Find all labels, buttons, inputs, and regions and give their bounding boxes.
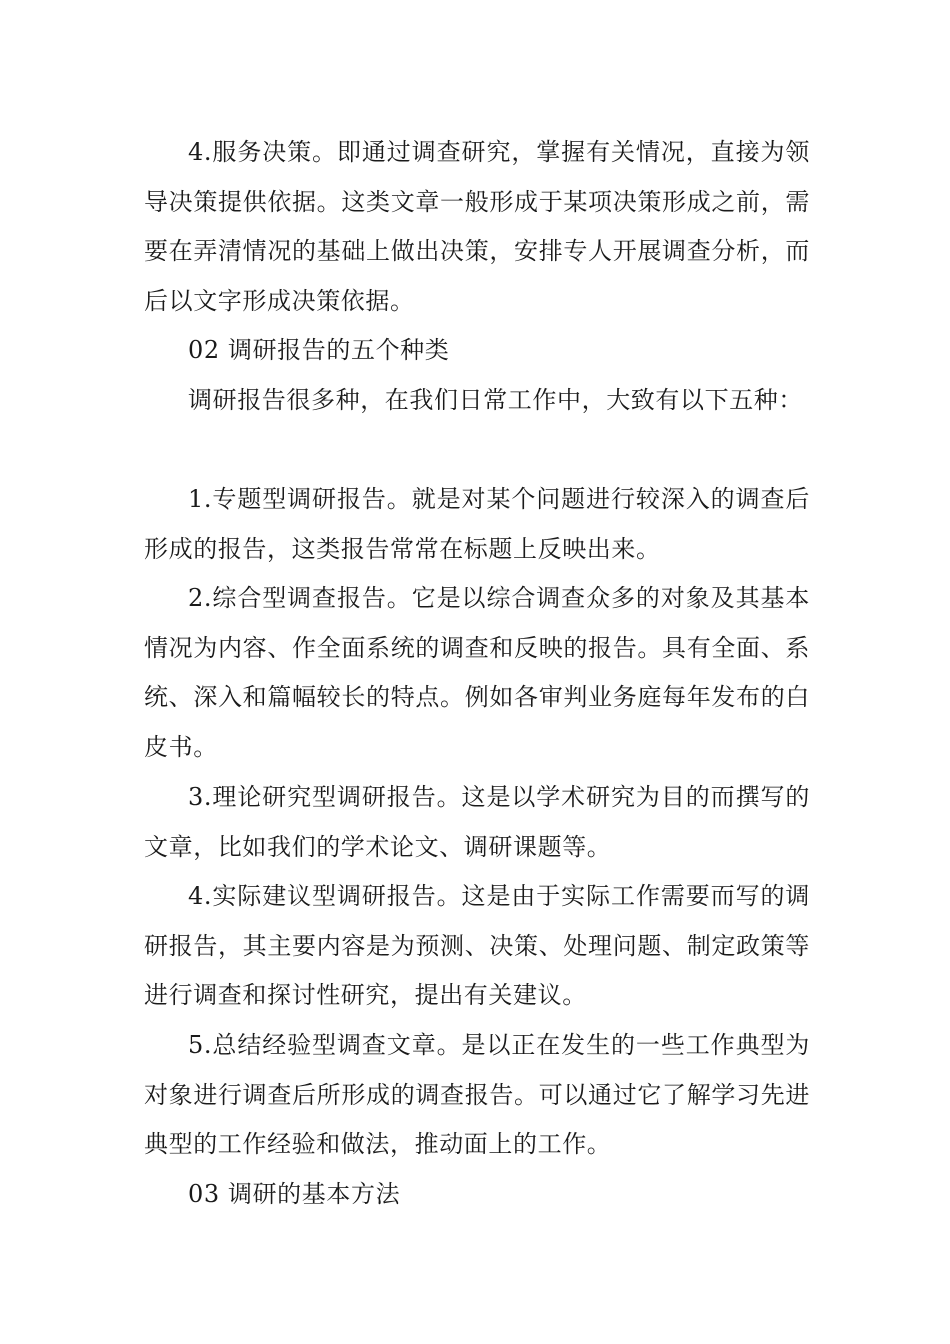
paragraph-service-decision: 4.服务决策。即通过调查研究，掌握有关情况，直接为领导决策提供依据。这类文章一般形成于某项决策形成之前，需要在弄清情况的基础上做出决策，安排专人开展调查分析，而后以文字形成决策依据。 [144,138,810,316]
paragraph-type-4: 4.实际建议型调研报告。这是由于实际工作需要而写的调研报告，其主要内容是为预测、决策、处理问题、制定政策等进行调查和探讨性研究，提出有关建议。 [144,882,810,1010]
paragraph-type-2: 2.综合型调查报告。它是以综合调查众多的对象及其基本情况为内容、作全面系统的调查和反映的报告。具有全面、系统、深入和篇幅较长的特点。例如各审判业务庭每年发布的白皮书。 [144,584,810,762]
paragraph-type-1: 1.专题型调研报告。就是对某个问题进行较深入的调查后形成的报告，这类报告常常在标题上反映出来。 [144,485,810,563]
paragraph-type-5: 5.总结经验型调查文章。是以正在发生的一些工作典型为对象进行调查后所形成的调查报告。可以通过它了解学习先进典型的工作经验和做法，推动面上的工作。 [144,1031,810,1159]
paragraph-intro-five-types: 调研报告很多种，在我们日常工作中，大致有以下五种： [188,386,803,414]
section-heading-02: 02 调研报告的五个种类 [188,336,450,364]
section-heading-03: 03 调研的基本方法 [188,1180,401,1208]
paragraph-type-3: 3.理论研究型调研报告。这是以学术研究为目的而撰写的文章，比如我们的学术论文、调研课题等。 [144,783,810,861]
